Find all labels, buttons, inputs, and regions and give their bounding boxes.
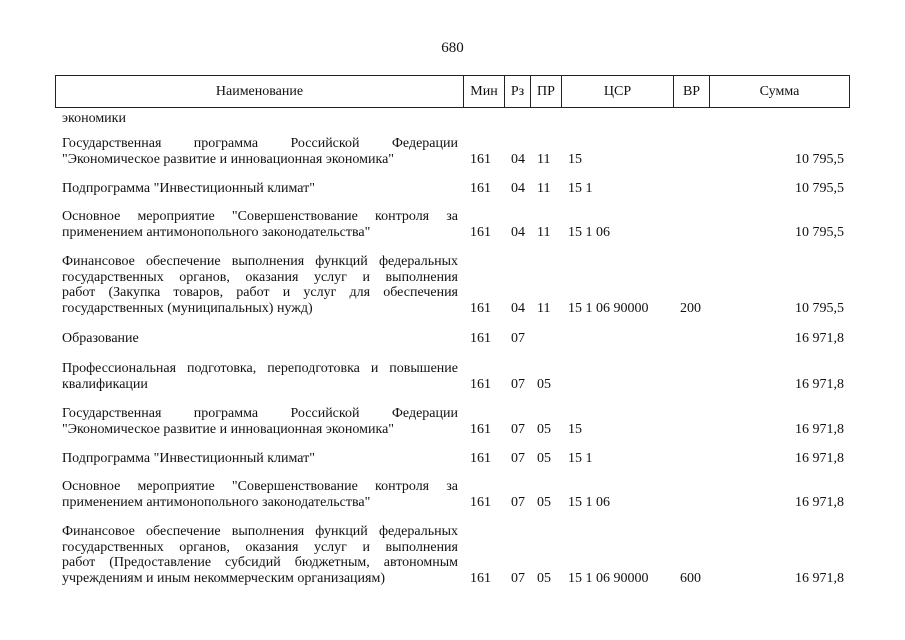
min-cell: 161 [470,570,491,586]
vr-cell: 200 [680,300,701,316]
rz-cell: 04 [511,300,525,316]
row-name [62,406,458,437]
row-name [62,254,458,316]
pr-cell: 11 [537,181,551,196]
sum-cell: 10 795,5 [795,151,844,167]
rz-cell: 07 [511,494,525,510]
row-name [62,181,458,197]
row-name [62,331,458,347]
column-header-csr: ЦСР [562,76,674,108]
column-header-name: Наименование [56,76,464,108]
page-number: 680 [441,40,464,56]
csr-cell: 15 [568,151,582,167]
rz-cell: 07 [511,570,525,586]
min-cell: 161 [470,331,491,346]
sum-cell: 10 795,5 [795,224,844,240]
sum-cell: 16 971,8 [795,331,844,346]
csr-cell: 15 1 06 [568,224,610,240]
column-header-vr: ВР [674,76,710,108]
row-name-line: работ (Предоставление субсидий бюджетным, автономным [62,555,458,570]
column-header-rz: Рз [505,76,531,108]
pr-cell: 11 [537,300,551,316]
rz-cell: 04 [511,224,525,240]
pr-cell: 05 [537,451,551,466]
csr-cell: 15 1 [568,451,593,466]
column-header-pr: ПР [531,76,562,108]
row-name-line: квалификации [62,376,148,392]
sum-cell: 16 971,8 [795,570,844,586]
row-name [62,361,458,392]
row-name-line: "Экономическое развитие и инновационная экономика" [62,151,395,167]
row-name-line: применением антимонопольного законодательства" [62,224,371,240]
column-header-min: Мин [464,76,505,108]
min-cell: 161 [470,376,491,392]
continued-text-fragment: экономики [62,111,126,126]
pr-cell: 05 [537,494,551,510]
rz-cell: 04 [511,151,525,167]
row-name [62,524,458,586]
rz-cell: 07 [511,376,525,392]
row-name-line: Подпрограмма "Инвестиционный климат" [62,451,315,466]
sum-cell: 16 971,8 [795,376,844,392]
row-name-line: Финансовое обеспечение выполнения функций федеральных [62,254,458,269]
min-cell: 161 [470,451,491,466]
sum-cell: 16 971,8 [795,421,844,437]
sum-cell: 10 795,5 [795,300,844,316]
row-name-line: государственных органов, оказания услуг и выполнения [62,269,458,285]
min-cell: 161 [470,300,491,316]
row-name-line: применением антимонопольного законодательства" [62,494,371,510]
row-name-line: Основное мероприятие "Совершенствование контроля за [62,209,458,224]
csr-cell: 15 1 06 90000 [568,570,649,586]
row-name-line: Образование [62,331,139,346]
min-cell: 161 [470,181,491,196]
rz-cell: 07 [511,451,525,466]
row-name-line: "Экономическое развитие и инновационная экономика" [62,421,395,437]
pr-cell: 05 [537,421,551,437]
column-header-sum: Сумма [710,76,850,108]
row-name [62,136,458,167]
row-name [62,451,458,467]
row-name-line: государственных органов, оказания услуг и выполнения [62,539,458,555]
rz-cell: 04 [511,181,525,196]
pr-cell: 05 [537,570,551,586]
row-name-line: государственных (муниципальных) нужд) [62,300,313,316]
min-cell: 161 [470,151,491,167]
row-name-line: Подпрограмма "Инвестиционный климат" [62,181,315,196]
min-cell: 161 [470,224,491,240]
csr-cell: 15 1 06 [568,494,610,510]
sum-cell: 10 795,5 [795,181,844,196]
row-name-line: Государственная программа Российской Федерации [62,136,458,151]
pr-cell: 11 [537,224,551,240]
sum-cell: 16 971,8 [795,451,844,466]
rz-cell: 07 [511,421,525,437]
row-name-line: Государственная программа Российской Федерации [62,406,458,421]
row-name-line: учреждениям и иным некоммерческим организациям) [62,570,386,586]
row-name-line: Финансовое обеспечение выполнения функций федеральных [62,524,458,539]
row-name-line: Профессиональная подготовка, переподготовка и повышение [62,361,458,376]
csr-cell: 15 [568,421,582,437]
row-name-line: работ (Закупка товаров, работ и услуг для обеспечения [62,285,458,300]
min-cell: 161 [470,421,491,437]
csr-cell: 15 1 06 90000 [568,300,649,316]
row-name-line: Основное мероприятие "Совершенствование контроля за [62,479,458,494]
pr-cell: 11 [537,151,551,167]
vr-cell: 600 [680,570,701,586]
row-name [62,479,458,510]
rz-cell: 07 [511,331,525,346]
sum-cell: 16 971,8 [795,494,844,510]
csr-cell: 15 1 [568,181,593,196]
min-cell: 161 [470,494,491,510]
pr-cell: 05 [537,376,551,392]
row-name [62,209,458,240]
